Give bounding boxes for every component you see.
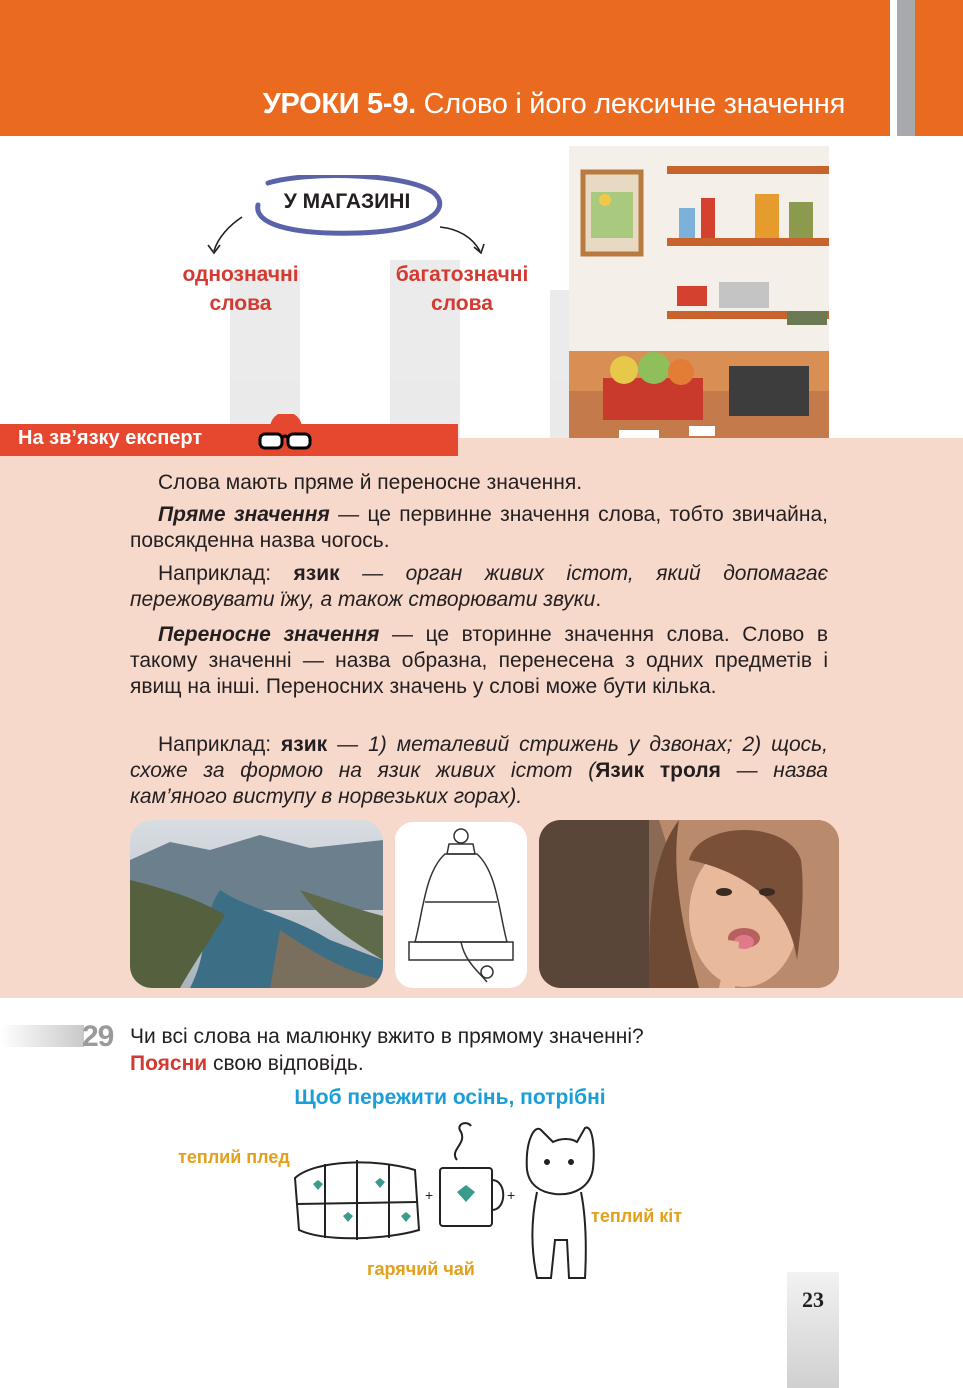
shop-illustration: [569, 146, 829, 452]
bell-drawing: [395, 822, 527, 988]
label-warm-blanket: теплий плед: [178, 1147, 290, 1167]
svg-text:+: +: [425, 1187, 434, 1203]
page-title: [263, 88, 845, 121]
concept-right-label: багатозначні слова: [395, 263, 529, 315]
expert-paragraph-4: Переносне значення — це вторинне значення слова. Слово в такому значенні — назва образна, перенесена з одних предметів і явищ на інші. Переносних значень у слові може бути кілька.: [130, 623, 828, 698]
girl-tongue-photo: [539, 820, 839, 988]
lesson-label: УРОКИ 5-9.: [262, 88, 416, 120]
lesson-topic: Слово і його лексичне значення: [423, 88, 845, 120]
label-warm-cat: теплий кіт: [591, 1206, 683, 1226]
expert-paragraph-2: Пряме значення — це первинне значення слова, тобто звичайна, повсякденна назва чогось.: [130, 503, 828, 552]
concept-left-label: однозначні слова: [182, 263, 299, 315]
expert-paragraph-5: Наприклад: язик — 1) металевий стрижень у дзвонах; 2) щось, схоже за формою на язик живих істот (Язик троля — назва кам’яного виступу в норвезьких горах).: [130, 733, 829, 808]
header-right-block: [915, 0, 963, 136]
svg-text:+: +: [507, 1187, 516, 1203]
label-hot-tea: гарячий чай: [367, 1259, 475, 1279]
exercise-bar: [0, 1025, 84, 1047]
exercise-text: [130, 1023, 830, 1077]
blanket-tea-cat-drawing: [285, 1120, 615, 1290]
glasses-icon: [256, 414, 316, 456]
header-stripe: [897, 0, 915, 136]
page-number: 23: [802, 1287, 824, 1312]
concept-title: У МАГАЗИНІ: [283, 190, 411, 213]
expert-paragraph-3: Наприклад: язик — орган живих істот, який допомагає пережовувати їжу, а також створювати звуки.: [130, 562, 828, 611]
expert-paragraph-1: Слова мають пряме й переносне значення.: [158, 471, 583, 494]
expert-label: На зв’язку експерт: [18, 427, 203, 449]
concept-arrows: [200, 205, 500, 265]
exercise-instruction: Поясни свою відповідь.: [130, 1052, 364, 1075]
card-title: Щоб пережити осінь, потрібні: [294, 1086, 606, 1109]
fjord-photo: [130, 820, 383, 988]
exercise-question: Чи всі слова на малюнку вжито в прямому значенні?: [130, 1025, 644, 1048]
exercise-number: 29: [82, 1020, 114, 1053]
